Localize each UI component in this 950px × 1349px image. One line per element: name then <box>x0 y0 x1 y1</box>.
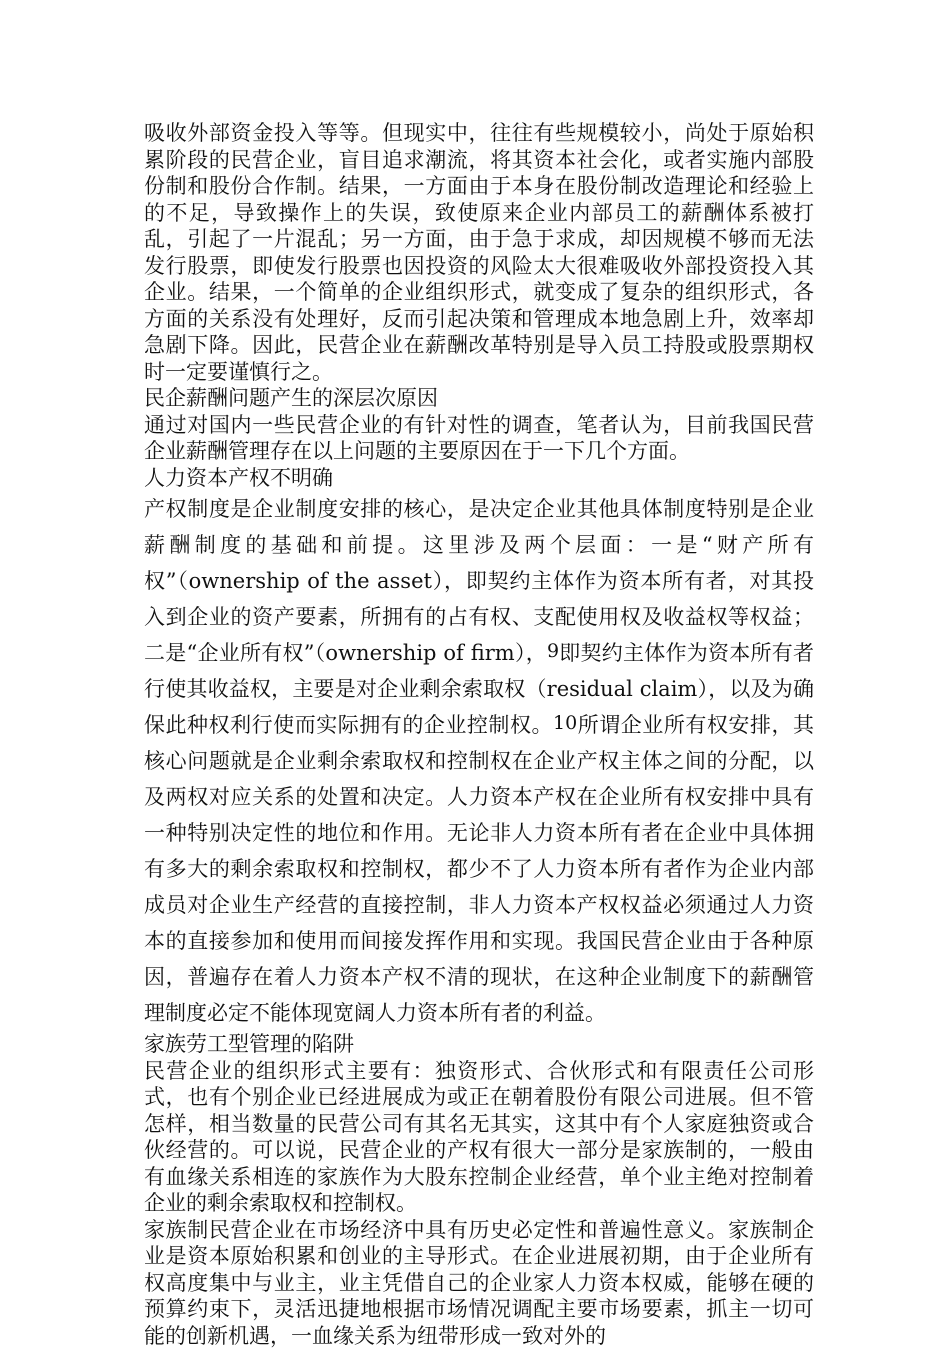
paragraph-text: 即契约主体作为资本所有者行使其收益权，主要是对企业剩余索取权（residual claim），以及为确保此种权利行使而实际拥有的企业控制权。 <box>144 641 814 737</box>
body-paragraph: 通过对国内一些民营企业的有针对性的调查，笔者认为，目前我国民营企业薪酬管理存在以上问题的主要原因在于一下几个方面。 <box>144 412 814 465</box>
footnote-marker: 9 <box>547 640 559 662</box>
body-paragraph: 家族制民营企业在市场经济中具有历史必定性和普遍性意义。家族制企业是资本原始积累和创业的主导形式。在企业进展初期，由于企业所有权高度集中与业主，业主凭借自己的企业家人力资本权威，能够在硬的预算约束下，灵活迅捷地根据市场情况调配主要市场要素，抓主一切可能的创新机遇，一血缘关系为纽带形成一致对外的 <box>144 1217 814 1349</box>
paragraph-text: 产权制度是企业制度安排的核心，是决定企业其他具体制度特别是企业薪酬制度的基础和前提。这里涉及两个层面：一是“财产所有权”（ownership of the asset），即契约主体作为资本所有者，对其投入到企业的资产要素，所拥有的占有权、支配使用权及收益权等权益；二是“企业所有权”（ownership of firm）， <box>144 497 814 665</box>
body-paragraph: 民营企业的组织形式主要有：独资形式、合伙形式和有限责任公司形式，也有个别企业已经进展成为或正在朝着股份有限公司进展。但不管怎样，相当数量的民营公司有其名无其实，这其中有个人家庭独资或合伙经营的。可以说，民营企业的产权有很大一部分是家族制的，一般由有血缘关系相连的家族作为大股东控制企业经营，单个业主绝对控制着企业的剩余索取权和控制权。 <box>144 1058 814 1217</box>
document-page <box>144 120 814 1349</box>
section-heading: 人力资本产权不明确 <box>144 465 814 492</box>
section-heading: 民企薪酬问题产生的深层次原因 <box>144 385 814 412</box>
footnote-marker: 10 <box>553 712 577 734</box>
body-paragraph-with-footnotes <box>144 491 814 1031</box>
section-heading: 家族劳工型管理的陷阱 <box>144 1031 814 1058</box>
paragraph-text: 所谓企业所有权安排，其核心问题就是企业剩余索取权和控制权在企业产权主体之间的分配，以及两权对应关系的处置和决定。人力资本产权在企业所有权安排中具有一种特别决定性的地位和作用。无论非人力资本所有者在企业中具体拥有多大的剩余索取权和控制权，都少不了人力资本所有者作为企业内部成员对企业生产经营的直接控制，非人力资本产权权益必须通过人力资本的直接参加和使用而间接发挥作用和实现。我国民营企业由于各种原因，普遍存在着人力资本产权不清的现状，在这种企业制度下的薪酬管理制度必定不能体现宽阔人力资本所有者的利益。 <box>144 713 814 1025</box>
body-paragraph: 吸收外部资金投入等等。但现实中，往往有些规模较小，尚处于原始积累阶段的民营企业，盲目追求潮流，将其资本社会化，或者实施内部股份制和股份合作制。结果，一方面由于本身在股份制改造理论和经验上的不足，导致操作上的失误，致使原来企业内部员工的薪酬体系被打乱，引起了一片混乱；另一方面，由于急于求成，却因规模不够而无法发行股票，即使发行股票也因投资的风险太大很难吸收外部投资投入其企业。结果，一个简单的企业组织形式，就变成了复杂的组织形式，各方面的关系没有处理好，反而引起决策和管理成本地急剧上升，效率却急剧下降。因此，民营企业在薪酬改革特别是导入员工持股或股票期权时一定要谨慎行之。 <box>144 120 814 385</box>
